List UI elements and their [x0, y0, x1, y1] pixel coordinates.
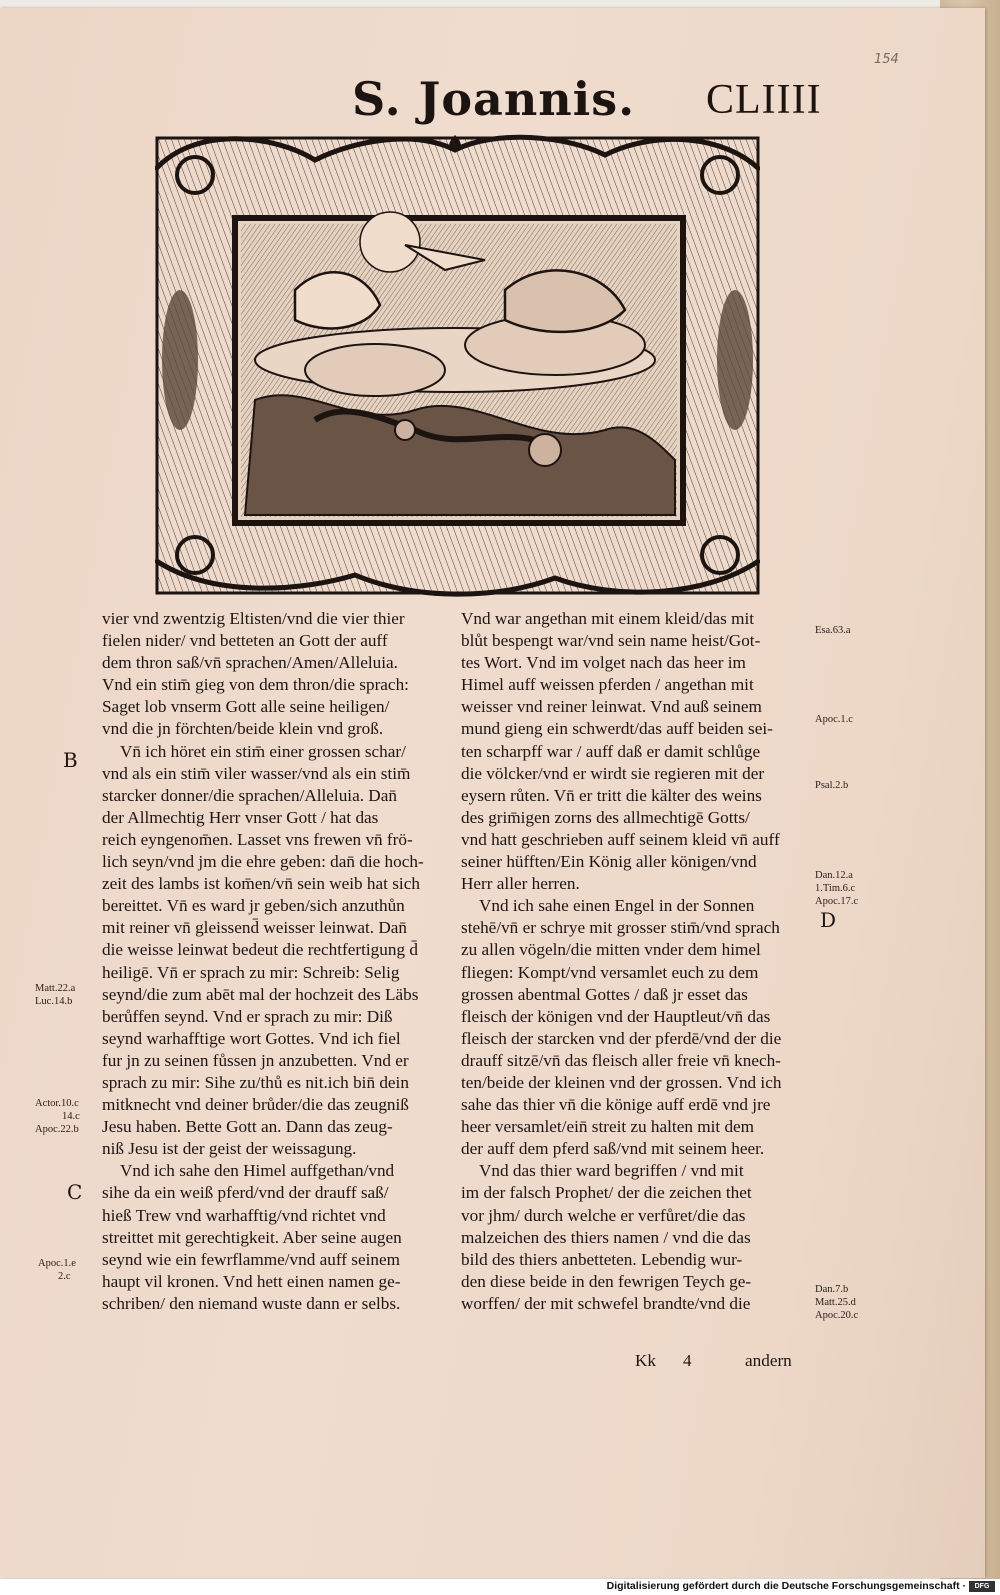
funding-notice: Digitalisierung gefördert durch die Deutsche Forschungsgemeinschaft · — [606, 1580, 966, 1592]
text-line: vnd als ein stim̄ viler wasser/vnd als ein stim̄ — [102, 763, 411, 783]
text-line: sahe das thier vn̄ die könige auff erdē vnd jre — [461, 1095, 771, 1115]
text-line: Vnd ich sahe den Himel auffgethan/vnd — [120, 1161, 395, 1181]
margin-ref-apoc1: Apoc.1.c — [815, 714, 853, 725]
text-line: mitknecht vnd deiner brůder/die das zeugniß — [102, 1095, 409, 1115]
text-line: heiligē. Vn̄ er sprach zu mir: Schreib: Selig — [102, 962, 400, 982]
text-line: bild des thiers anbetteten. Lebendig wur- — [461, 1249, 743, 1269]
text-line: vnd die jn förchten/beide klein vnd groß. — [102, 719, 384, 739]
text-line: streittet mit gerechtigkeit. Aber seine augen — [102, 1227, 402, 1247]
text-line: zu allen vögeln/die mitten vnder dem himel — [461, 940, 761, 960]
text-line: fielen nider/ vnd betteten an Gott der auff — [102, 631, 388, 651]
signature-number: 4 — [683, 1351, 692, 1370]
text-line: haupt vil kronen. Vnd hett einen namen ge- — [102, 1271, 401, 1291]
text-line: bereittet. Vn̄ es ward jr geben/sich anzuthůn — [102, 896, 405, 916]
text-line: worffen/ der mit schwefel brandte/vnd die — [461, 1293, 751, 1313]
margin-ref-luc: Luc.14.b — [35, 996, 73, 1007]
text-line: lich seyn/vnd jm die ehre geben: dan̄ die hoch- — [102, 852, 424, 872]
margin-ref-psal: Psal.2.b — [815, 780, 849, 791]
text-line: Herr aller herren. — [461, 874, 580, 894]
text-line: hieß Trew vnd warhafftig/vnd richtet vnd — [102, 1205, 386, 1225]
text-line: seynd warhafftige wort Gottes. Vnd ich fiel — [102, 1028, 401, 1048]
margin-ref-matt22: Matt.22.a — [35, 983, 76, 994]
text-line: Vnd das thier ward begriffen / vnd mit — [479, 1161, 744, 1181]
text-line: Vnd ich sahe einen Engel in der Sonnen — [479, 896, 755, 916]
text-line: fleisch der königen vnd der Hauptleut/vn̄ das — [461, 1006, 771, 1026]
text-line: eysern růten. Vn̄ er tritt die kälter des weins — [461, 785, 762, 805]
text-line: blůt bespengt war/vnd sein name heist/Got- — [461, 631, 761, 651]
text-line: Vnd ein stim̄ gieg von dem thron/die sprach: — [102, 675, 409, 695]
text-line: grossen abentmal Gottes / daß jr esset das — [461, 984, 748, 1004]
text-line: sihe da ein weiß pferd/vnd der drauff saß/ — [102, 1183, 389, 1203]
text-line: fur jn zu seinen fůssen jn anzubetten. Vnd er — [102, 1050, 409, 1070]
text-line: seynd wie ein fewrflamme/vnd auff seinem — [102, 1249, 400, 1269]
text-line: Himel auff weissen pferden / angethan mit — [461, 675, 754, 695]
margin-ref-2c: 2.c — [58, 1271, 71, 1282]
text-line: der Allmechtig Herr vnser Gott / hat das — [102, 807, 379, 827]
margin-ref-actor: Actor.10.c — [35, 1098, 79, 1109]
text-line: niß Jesu ist der geist der weissagung. — [102, 1139, 357, 1159]
pencil-page-number: 154 — [874, 52, 899, 67]
text-line: heer versamlet/ein̄ streit zu halten mit dem — [461, 1117, 755, 1137]
margin-ref-apoc17: Apoc.17.c — [815, 896, 859, 907]
text-line: tes Wort. Vnd im volget nach das heer im — [461, 653, 746, 673]
margin-ref-apoc20: Apoc.20.c — [815, 1310, 859, 1321]
text-line: fliegen: Kompt/vnd versamlet euch zu dem — [461, 962, 759, 982]
text-line: vor jhm/ durch welche er verfůret/die das — [461, 1205, 746, 1225]
margin-ref-apoc1e: Apoc.1.e — [38, 1258, 76, 1269]
text-line: malzeichen des thiers namen / vnd die das — [461, 1227, 751, 1247]
text-line: des grim̄igen zorns des allmechtigē Gotts/ — [461, 807, 750, 827]
text-line: mit reiner vn̄ gleissend̄ weisser leinwat. Dan̄ — [102, 918, 407, 938]
text-line: starcker donner/die sprachen/Alleluia. Dan̄ — [102, 785, 397, 805]
apocalypse-scene — [235, 212, 683, 523]
text-line: seynd/die zum abēt mal der hochzeit des Läbs — [102, 984, 419, 1004]
woodcut-illustration-icon — [155, 130, 760, 598]
text-line: der auff dem pferd saß/vnd mit seinem heer. — [461, 1139, 765, 1159]
section-letter-c: C — [67, 1180, 83, 1204]
text-line: Jesu haben. Bette Gott an. Dann das zeug- — [102, 1117, 393, 1137]
text-line: weisser vnd reiner leinwat. Vnd auß seinem — [461, 697, 762, 717]
text-line: die weisse leinwat bedeut die rechtfertigung d̄ — [102, 940, 418, 960]
text-line: zeit des lambs ist kom̄en/vn̄ sein weib hat sich — [102, 874, 420, 894]
text-line: mund gieng ein schwerdt/das auff beiden sei- — [461, 719, 773, 739]
text-line: seiner hüfften/Ein König aller königen/vnd — [461, 852, 757, 872]
margin-ref-14c: 14.c — [62, 1111, 80, 1122]
section-letter-d: D — [820, 908, 837, 932]
section-letter-b: B — [63, 748, 78, 772]
margin-ref-dan12: Dan.12.a — [815, 870, 853, 881]
text-line: Vnd war angethan mit einem kleid/das mit — [461, 609, 755, 628]
text-line: fleisch der starcken vnd der pferdē/vnd der die — [461, 1028, 782, 1048]
margin-ref-matt25: Matt.25.d — [815, 1297, 856, 1308]
catchword: andern — [745, 1351, 792, 1370]
text-line: vier vnd zwentzig Eltisten/vnd die vier thier — [102, 609, 405, 628]
running-title: S. Joannis. — [352, 72, 636, 126]
text-line: drauff sitzē/vn̄ das fleisch aller freie vn̄ knech- — [461, 1050, 781, 1070]
text-line: vnd hatt geschrieben auff seinem kleid vn̄ auff — [461, 829, 780, 849]
margin-ref-tim: 1.Tim.6.c — [815, 883, 856, 894]
margin-ref-esa: Esa.63.a — [815, 625, 851, 636]
text-line: sprach zu mir: Sihe zu/thů es nit.ich bin̄ dein — [102, 1072, 409, 1092]
text-line: Saget lob vnserm Gott alle seine heiligen/ — [102, 697, 390, 717]
text-line: ten/beide der kleinen vnd der grossen. Vnd ich — [461, 1072, 782, 1092]
text-line: die völcker/vnd er wirdt sie regieren mit der — [461, 763, 765, 783]
signature-mark: Kk — [635, 1351, 657, 1370]
text-line: im der falsch Prophet/ der die zeichen thet — [461, 1183, 752, 1203]
margin-ref-dan7: Dan.7.b — [815, 1284, 849, 1295]
text-line: stehē/vn̄ er schrye mit grosser stim̄/vnd sprach — [461, 918, 780, 938]
dfg-logo: DFG — [969, 1581, 995, 1592]
right-text-column — [461, 608, 813, 1315]
folio-number: CLIIII — [706, 77, 822, 123]
text-line: den diese beide in den fewrigen Teych ge- — [461, 1271, 752, 1291]
text-line: berůffen seynd. Vnd er sprach zu mir: Diß — [102, 1006, 393, 1026]
left-text-column — [102, 608, 452, 1315]
margin-ref-apoc22: Apoc.22.b — [35, 1124, 79, 1135]
text-line: reich eyngenom̄en. Lasset vns frewen vn̄ frö- — [102, 829, 413, 849]
text-line: schriben/ den niemand wuste dann er selbs. — [102, 1293, 401, 1313]
text-line: ten scharpff war / auff daß er damit schlůge — [461, 741, 761, 761]
text-line: dem thron saß/vn̄ sprachen/Amen/Alleluia. — [102, 653, 398, 673]
text-line: Vn̄ ich höret ein stim̄ einer grossen schar/ — [120, 741, 406, 761]
